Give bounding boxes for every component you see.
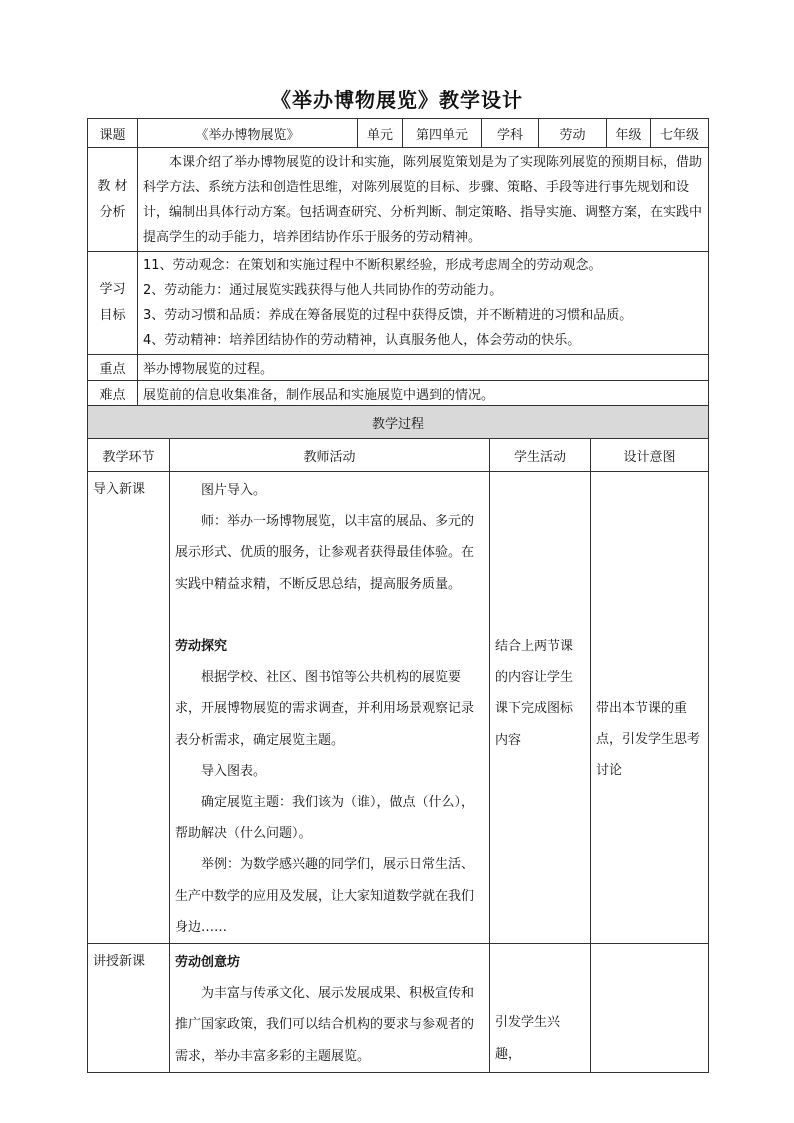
header-stage: 教学环节 — [88, 439, 170, 472]
goals-cell — [138, 252, 709, 355]
analysis-label — [88, 148, 138, 252]
teacher-para: 师：举办一场博物展览，以丰富的展品、多元的展示形式、优质的服务，让参观者获得最佳体验。在实践中精益求精，不断反思总结，提高服务质量。 — [175, 514, 475, 592]
goals-label-line2: 目标 — [99, 308, 126, 323]
header-intent: 设计意图 — [591, 439, 709, 472]
section-intro-row — [88, 472, 709, 944]
topic-row — [88, 119, 709, 148]
teacher-activity-intro — [170, 472, 490, 944]
design-intent-intro — [591, 472, 709, 944]
key-value: 举办博物展览的过程。 — [138, 355, 709, 381]
process-header-row — [88, 439, 709, 472]
analysis-label-line2: 分析 — [99, 204, 126, 220]
teacher-para: 导入图表。 — [201, 763, 267, 779]
process-banner: 教学过程 — [88, 406, 709, 439]
intent-text: 带出本节课的重点，引发学生思考讨论 — [596, 701, 701, 779]
info-table — [87, 118, 709, 407]
section-heading-explore: 劳动探究 — [175, 639, 228, 655]
design-intent-teach — [591, 944, 709, 1073]
goals-label — [88, 252, 138, 355]
grade-label: 年级 — [607, 119, 651, 148]
stage-teach: 讲授新课 — [88, 944, 170, 1073]
difficulty-label: 难点 — [88, 381, 138, 407]
teacher-para: 举例：为数学感兴趣的同学们，展示日常生活、生产中数学的应用及发展，让大家知道数学就在我们身边…… — [175, 857, 475, 935]
analysis-row — [88, 148, 709, 252]
goal-item-4: 4、劳动精神：培养团结协作的劳动精神，认真服务他人，体会劳动的快乐。 — [143, 333, 581, 348]
process-banner-row — [88, 406, 709, 439]
student-text: 引发学生兴趣， — [495, 1015, 561, 1062]
goal-item-3: 3、劳动习惯和品质：养成在筹备展览的过程中获得反馈，并不断精进的习惯和品质。 — [143, 308, 633, 323]
difficulty-value: 展览前的信息收集准备，制作展品和实施展览中遇到的情况。 — [138, 381, 709, 407]
section-teach-row — [88, 944, 709, 1073]
teacher-para: 根据学校、社区、图书馆等公共机构的展览要求，开展博物展览的需求调查，并利用场景观察记录表分析需求，确定展览主题。 — [175, 670, 475, 748]
goal-item-2: 2、劳动能力：通过展览实践获得与他人共同协作的劳动能力。 — [143, 283, 503, 298]
teacher-para: 为丰富与传承文化、展示发展成果、积极宣传和推广国家政策，我们可以结合机构的要求与参观者的需求，举办丰富多彩的主题展览。 — [175, 986, 475, 1064]
key-label: 重点 — [88, 355, 138, 381]
header-teacher: 教师活动 — [170, 439, 490, 472]
unit-value: 第四单元 — [403, 119, 482, 148]
key-row — [88, 355, 709, 381]
header-student: 学生活动 — [490, 439, 591, 472]
teacher-para: 图片导入。 — [201, 483, 267, 498]
grade-value: 七年级 — [651, 119, 709, 148]
stage-intro: 导入新课 — [88, 472, 170, 944]
spacer-line — [175, 600, 484, 631]
goals-label-line1: 学习 — [99, 282, 126, 297]
topic-value: 《举办博物展览》 — [138, 119, 358, 148]
subject-label: 学科 — [482, 119, 539, 148]
goal-item-1: 11、劳动观念：在策划和实施过程中不断积累经验，形成考虑周全的劳动观念。 — [143, 258, 602, 273]
analysis-cell — [138, 148, 709, 252]
student-text: 结合上两节课的内容让学生课下完成图标内容 — [495, 639, 574, 748]
student-activity-teach — [490, 944, 591, 1073]
process-table — [87, 405, 709, 1073]
goals-row — [88, 252, 709, 355]
topic-label: 课题 — [88, 119, 138, 148]
teacher-para: 确定展览主题：我们该为（谁），做点（什么），帮助解决（什么问题）。 — [175, 795, 475, 842]
analysis-label-line1: 教 材 — [97, 178, 128, 194]
student-activity-intro — [490, 472, 591, 944]
unit-label: 单元 — [358, 119, 403, 148]
section-heading-creative: 劳动创意坊 — [175, 955, 241, 971]
page-title: 《举办博物展览》教学设计 — [271, 88, 523, 112]
subject-value: 劳动 — [539, 119, 607, 148]
teacher-activity-teach — [170, 944, 490, 1073]
analysis-text: 本课介绍了举办博物展览的设计和实施，陈列展览策划是为了实现陈列展览的预期目标，借助科学方法、系统方法和创造性思维，对陈列展览的目标、步骤、策略、手段等进行事先规划和设计，编制出具体行动方案。包括调查研究、分析判断、制定策略、指导实施、调整方案，在实践中提高学生的动手能力，培养团结协作乐于服务的劳动精神。 — [143, 154, 703, 245]
difficulty-row — [88, 381, 709, 407]
